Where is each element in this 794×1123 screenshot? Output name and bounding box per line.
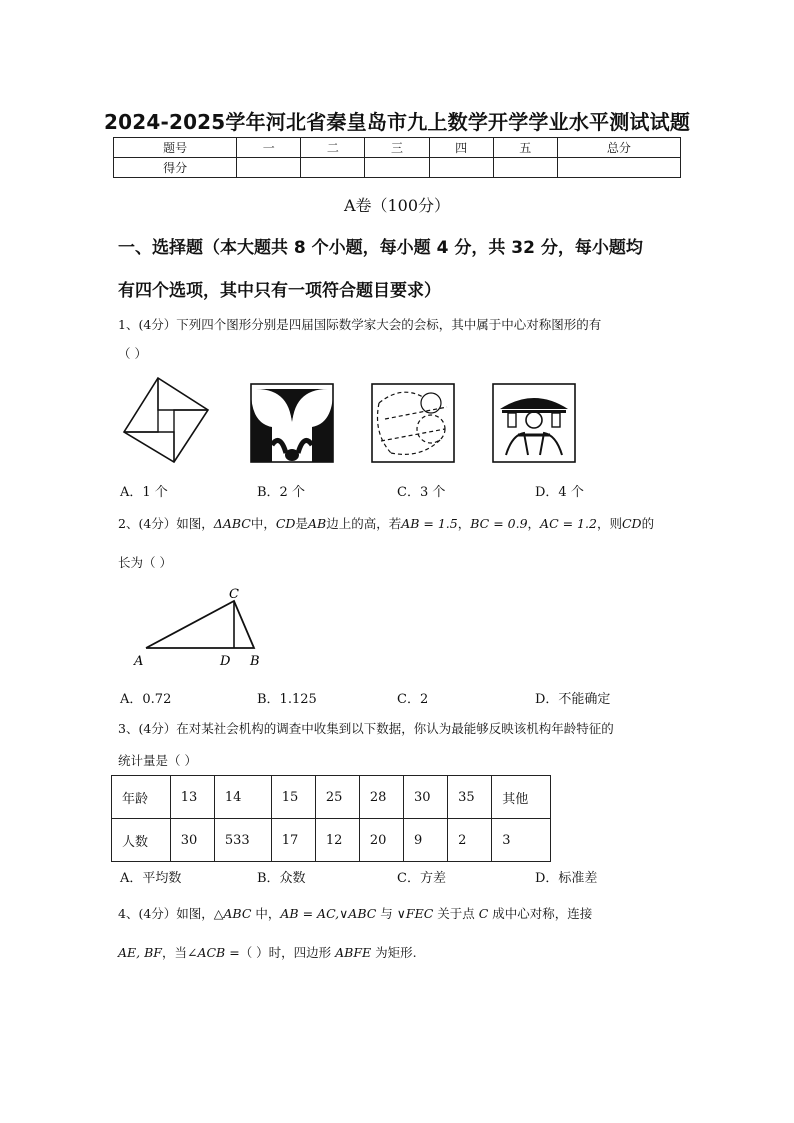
label-d: D (220, 654, 231, 669)
q2-text-part: ，则 (596, 516, 622, 531)
table-cell: 30 (170, 819, 214, 862)
q4-text-part: 与 (376, 906, 397, 921)
score-header-cell: 四 (429, 138, 493, 158)
q2-text-part: 2、(4分）如图， (118, 516, 214, 531)
q4-line2 (118, 943, 417, 961)
score-header-cell: 五 (493, 138, 557, 158)
q2-math: AB (307, 516, 327, 531)
score-header-cell: 题号 (114, 138, 237, 158)
table-cell: 35 (448, 776, 492, 819)
score-cell[interactable] (429, 158, 493, 178)
table-cell: 15 (271, 776, 315, 819)
score-cell[interactable] (301, 158, 365, 178)
q4-math: △ABC (213, 906, 252, 921)
q4-text-part: 中， (251, 906, 281, 921)
section1-heading-line1: 一、选择题（本大题共 8 个小题，每小题 4 分，共 32 分，每小题均 (118, 238, 643, 258)
table-cell: 人数 (112, 819, 171, 862)
q1-text: 1、(4分）下列四个图形分别是四届国际数学家大会的会标，其中属于中心对称图形的有 (118, 317, 602, 332)
q2-line2: 长为（ ） (118, 555, 172, 570)
table-row (112, 819, 551, 862)
table-cell: 20 (359, 819, 403, 862)
q1-option-b[interactable]: B．2 个 (257, 485, 305, 500)
q3-data-table (111, 775, 551, 862)
page-title: 2024-2025学年河北省秦皇岛市九上数学开学学业水平测试试题 (103, 110, 691, 134)
q2-option-c[interactable]: C．2 (397, 692, 429, 707)
table-cell: 3 (492, 819, 551, 862)
table-cell: 年龄 (112, 776, 171, 819)
q4-math: ∠ACB = (186, 945, 240, 960)
q1-option-c[interactable]: C．3 个 (397, 485, 446, 500)
q2-text-part: 中， (250, 516, 276, 531)
table-row (114, 158, 681, 178)
q2-math: ΔABC (213, 516, 251, 531)
q4-text-part: （ ）时，四边形 (239, 945, 336, 960)
q2-math: CD (621, 516, 642, 531)
q2-text-part: ， (457, 516, 471, 531)
score-table (113, 137, 681, 178)
q2-option-a[interactable]: A．0.72 (120, 692, 172, 707)
score-cell[interactable] (237, 158, 301, 178)
q2-text (118, 514, 654, 532)
section-a-heading: A卷（100分） (343, 196, 451, 215)
score-header-cell: 二 (301, 138, 365, 158)
q3-option-b[interactable]: B．众数 (257, 871, 306, 886)
q2-text-part: 是 (295, 516, 308, 531)
q4-math: AB = AC,∨ABC (280, 906, 377, 921)
q1-option-a[interactable]: A．1 个 (120, 485, 168, 500)
q4-text (118, 904, 592, 922)
label-b: B (250, 654, 260, 669)
q3-option-c[interactable]: C．方差 (397, 871, 446, 886)
q2-math: BC = 0.9 (470, 516, 528, 531)
q4-math: ABFE (335, 945, 372, 960)
q4-text-part: 4、(4分）如图， (118, 906, 214, 921)
table-cell: 30 (404, 776, 448, 819)
q4-math: AE, BF (118, 945, 162, 960)
table-cell: 9 (404, 819, 448, 862)
label-c: C (229, 587, 239, 602)
q2-option-d[interactable]: D．不能确定 (535, 692, 611, 707)
q2-math: AB = 1.5 (401, 516, 458, 531)
score-row-label: 得分 (114, 158, 237, 178)
q4-text-part: 关于点 (433, 906, 479, 921)
q1-paren: （ ） (118, 346, 147, 361)
score-cell[interactable] (493, 158, 557, 178)
q1-figure-3 (371, 383, 455, 463)
table-cell: 12 (315, 819, 359, 862)
table-cell: 其他 (492, 776, 551, 819)
q4-text-part: 成中心对称，连接 (488, 906, 593, 921)
table-cell: 28 (359, 776, 403, 819)
table-cell: 25 (315, 776, 359, 819)
table-cell: 14 (214, 776, 271, 819)
table-row (114, 138, 681, 158)
score-header-cell: 三 (365, 138, 429, 158)
q3-text: 3、(4分）在对某社会机构的调查中收集到以下数据，你认为最能够反映该机构年龄特征的 (118, 721, 614, 736)
q4-math: C (478, 906, 489, 921)
section1-heading-line2: 有四个选项，其中只有一项符合题目要求） (118, 281, 441, 301)
q2-triangle-figure (130, 585, 270, 670)
q2-math: CD (275, 516, 296, 531)
table-cell: 13 (170, 776, 214, 819)
q2-math: AC = 1.2 (540, 516, 597, 531)
q1-figure-2 (250, 383, 334, 463)
q2-option-b[interactable]: B．1.125 (257, 692, 317, 707)
q3-option-a[interactable]: A．平均数 (120, 871, 182, 886)
table-cell: 17 (271, 819, 315, 862)
score-header-cell: 总分 (557, 138, 680, 158)
score-header-cell: 一 (237, 138, 301, 158)
q2-text-part: 边上的高，若 (326, 516, 402, 531)
q1-figure-1 (120, 376, 212, 464)
q1-figure-4 (492, 383, 576, 463)
q3-option-d[interactable]: D．标准差 (535, 871, 598, 886)
q2-text-part: 的 (641, 516, 655, 531)
score-cell[interactable] (365, 158, 429, 178)
q1-option-d[interactable]: D．4 个 (535, 485, 584, 500)
table-cell: 2 (448, 819, 492, 862)
q4-text-part: ，当 (161, 945, 187, 960)
label-a: A (134, 654, 144, 669)
q4-math: ∨FEC (396, 906, 434, 921)
q2-text-part: ， (527, 516, 541, 531)
q4-text-part: 为矩形. (371, 945, 417, 960)
table-row (112, 776, 551, 819)
table-cell: 533 (214, 819, 271, 862)
q3-line2: 统计量是（ ） (118, 753, 197, 768)
score-cell[interactable] (557, 158, 680, 178)
